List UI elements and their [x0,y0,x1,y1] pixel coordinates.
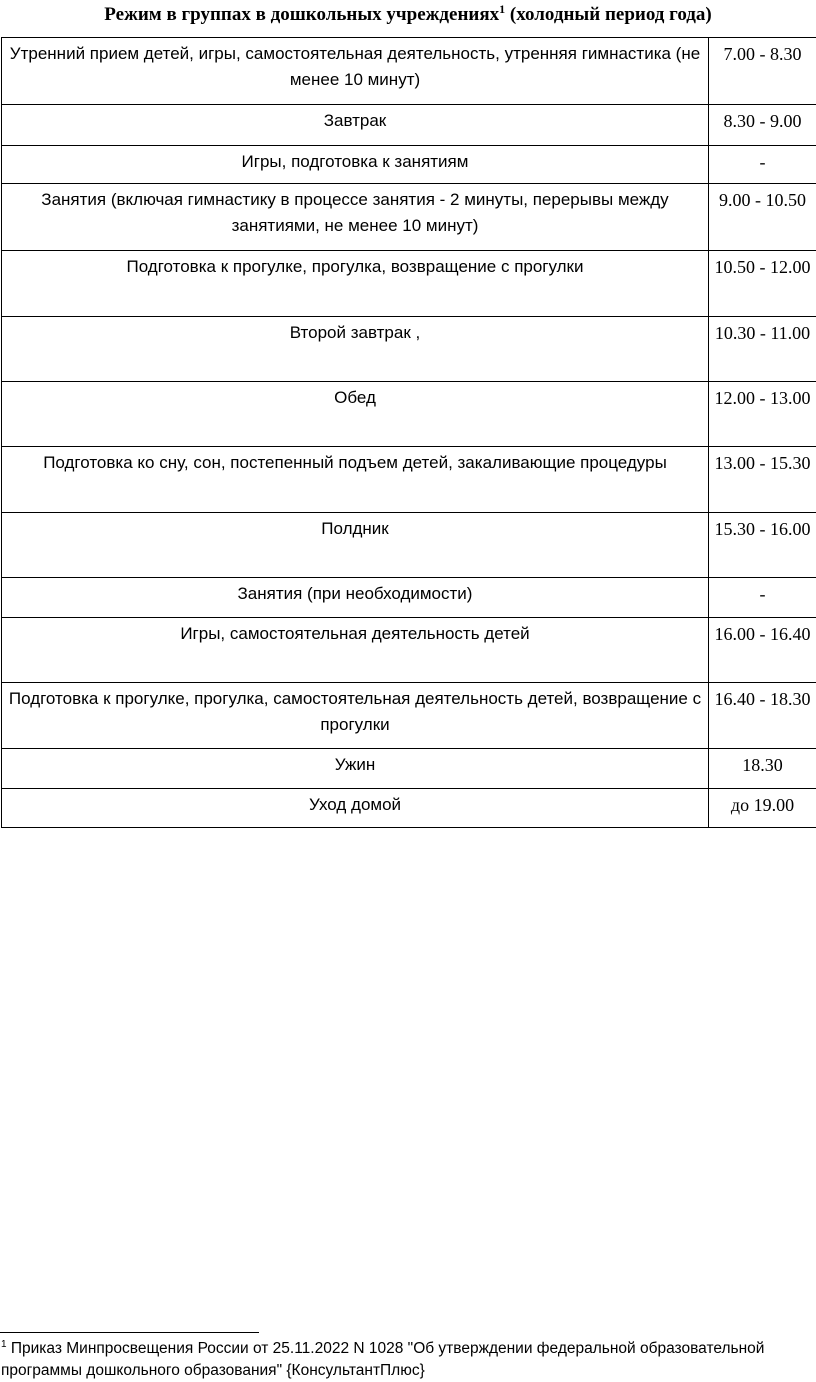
title-suffix: (холодный период года) [505,4,712,25]
time-cell: 12.00 - 13.00 [709,382,816,447]
activity-cell: Подготовка ко сну, сон, постепенный подъем детей, закаливающие процедуры [2,447,709,513]
time-cell: 9.00 - 10.50 [709,184,816,251]
activity-cell: Завтрак [2,105,709,146]
activity-cell: Уход домой [2,789,709,828]
table-row [2,578,816,618]
time-cell: 13.00 - 15.30 [709,447,816,513]
time-cell: 18.30 [709,749,816,789]
activity-cell: Утренний прием детей, игры, самостоятельная деятельность, утренняя гимнастика (не менее 10 минут) [2,38,709,105]
time-cell: 8.30 - 9.00 [709,105,816,146]
document-title [0,4,816,26]
time-cell: 10.50 - 12.00 [709,251,816,317]
table-row [2,513,816,578]
activity-cell: Обед [2,382,709,447]
table-row [2,184,816,251]
time-cell: 16.00 - 16.40 [709,618,816,683]
table-row [2,683,816,749]
activity-cell: Игры, самостоятельная деятельность детей [2,618,709,683]
table-row [2,105,816,146]
footnote-separator [0,1332,259,1333]
table-row [2,251,816,317]
schedule-table [1,37,816,828]
time-cell: - [709,146,816,184]
footnote [1,1338,801,1382]
activity-cell: Ужин [2,749,709,789]
time-cell: до 19.00 [709,789,816,828]
table-row [2,749,816,789]
table-row [2,146,816,184]
table-row [2,618,816,683]
time-cell: - [709,578,816,618]
time-cell: 16.40 - 18.30 [709,683,816,749]
activity-cell: Второй завтрак , [2,317,709,382]
table-row [2,38,816,105]
table-row [2,789,816,828]
activity-cell: Занятия (при необходимости) [2,578,709,618]
footnote-marker: 1 [1,1339,7,1350]
activity-cell: Подготовка к прогулке, прогулка, самостоятельная деятельность детей, возвращение с прогулки [2,683,709,749]
table-row [2,382,816,447]
footnote-reference: 1 [499,2,505,16]
activity-cell: Занятия (включая гимнастику в процессе занятия - 2 минуты, перерывы между занятиями, не менее 10 минут) [2,184,709,251]
footnote-text: Приказ Минпросвещения России от 25.11.2022 N 1028 "Об утверждении федеральной образовательной программы дошкольного образования" {КонсультантПлюс} [1,1340,764,1379]
time-cell: 15.30 - 16.00 [709,513,816,578]
activity-cell: Полдник [2,513,709,578]
time-cell: 10.30 - 11.00 [709,317,816,382]
table-row [2,447,816,513]
title-text: Режим в группах в дошкольных учреждениях [104,4,499,25]
time-cell: 7.00 - 8.30 [709,38,816,105]
table-row [2,317,816,382]
activity-cell: Подготовка к прогулке, прогулка, возвращение с прогулки [2,251,709,317]
activity-cell: Игры, подготовка к занятиям [2,146,709,184]
